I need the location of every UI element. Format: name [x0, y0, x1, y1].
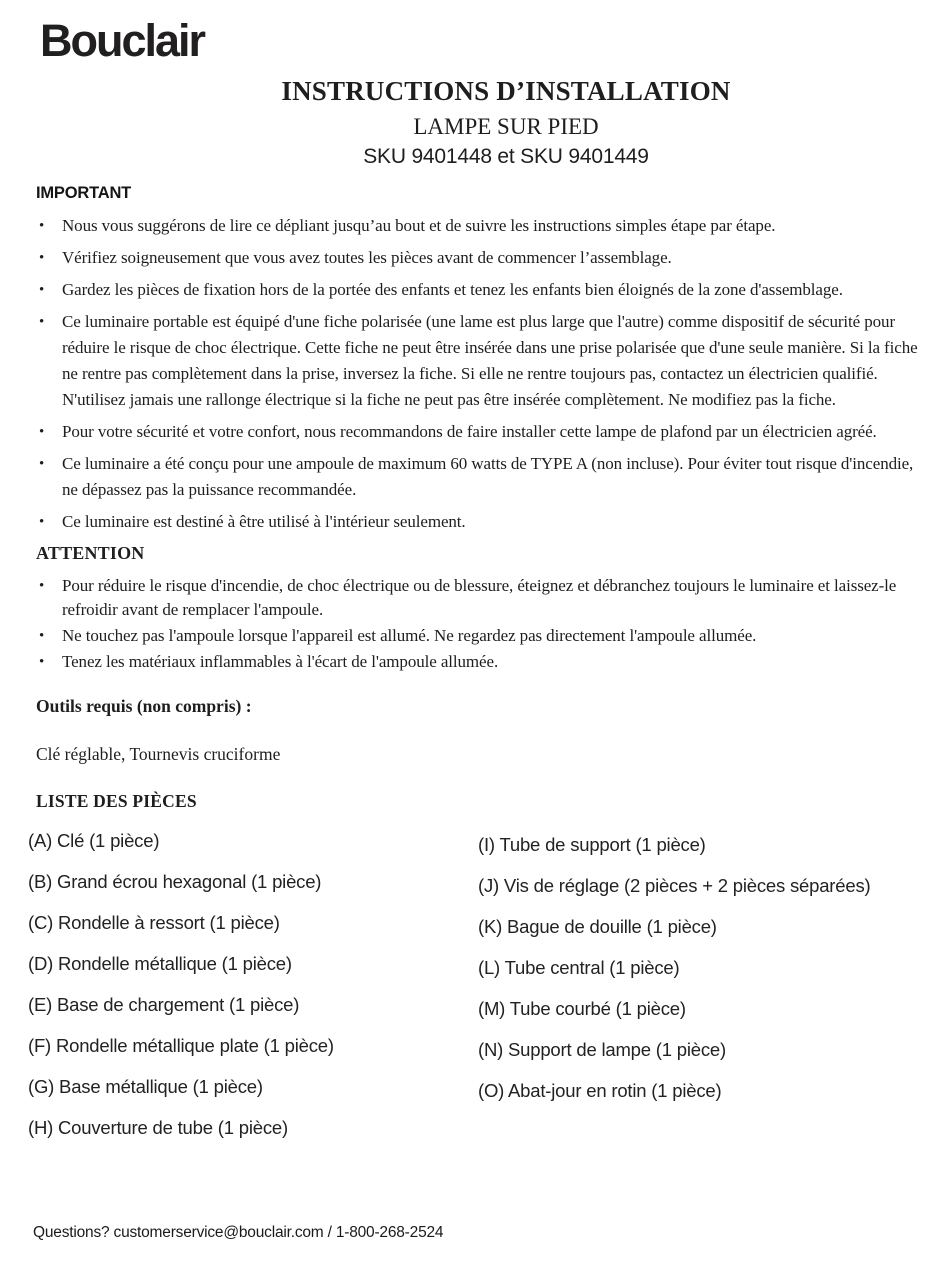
document-title: INSTRUCTIONS D’INSTALLATION	[281, 75, 731, 106]
important-bullet: • Ce luminaire portable est équipé d'une fiche polarisée (une lame est plus large que l'autre) comme dispositif de sécurité pour réduire le risque de choc électrique. Cette fiche ne peut être insérée dans une prise polarisée que d'une seule manière. Si la fiche ne rentre pas complètement dans la prise, inversez la fiche. Si elle ne rentre toujours pas, contactez un électricien qualifié. N'utilisez jamais une rallonge électrique si la fiche ne peut pas être insérée complètement. Ne modifiez pas la fiche.	[36, 309, 922, 413]
part-item: (J) Vis de réglage (2 pièces + 2 pièces séparées)	[478, 875, 871, 897]
document-page	[0, 15, 950, 1241]
important-bullet: • Vérifiez soigneusement que vous avez toutes les pièces avant de commencer l’assemblage.	[36, 245, 922, 271]
part-item: (K) Bague de douille (1 pièce)	[478, 916, 717, 938]
important-heading: IMPORTANT	[36, 184, 132, 203]
attention-bullet-list	[36, 574, 922, 674]
part-item: (F) Rondelle métallique plate (1 pièce)	[28, 1035, 334, 1057]
part-item: (L) Tube central (1 pièce)	[478, 957, 680, 979]
parts-column-right	[478, 829, 870, 1157]
part-item: (C) Rondelle à ressort (1 pièce)	[28, 912, 280, 934]
sku-line: SKU 9401448 et SKU 9401449	[363, 144, 649, 168]
footer-contact: Questions? customerservice@bouclair.com / 1-800-268-2524	[33, 1224, 444, 1241]
important-bullet-list	[36, 213, 922, 535]
parts-column-left	[28, 829, 478, 1157]
parts-heading: LISTE DES PIÈCES	[36, 791, 197, 812]
part-item: (H) Couverture de tube (1 pièce)	[28, 1117, 288, 1139]
important-bullet: • Ce luminaire est destiné à être utilisé à l'intérieur seulement.	[36, 509, 922, 535]
part-item: (A) Clé (1 pièce)	[28, 830, 160, 852]
attention-bullet: • Pour réduire le risque d'incendie, de choc électrique ou de blessure, éteignez et débranchez toujours le luminaire et laissez-le refroidir avant de remplacer l'ampoule.	[36, 574, 922, 622]
document-body	[28, 184, 922, 1157]
important-bullet: • Ce luminaire a été conçu pour une ampoule de maximum 60 watts de TYPE A (non incluse). Pour éviter tout risque d'incendie, ne dépassez pas la puissance recommandée.	[36, 451, 922, 503]
part-item: (M) Tube courbé (1 pièce)	[478, 998, 686, 1020]
part-item: (I) Tube de support (1 pièce)	[478, 834, 706, 856]
attention-bullet: • Ne touchez pas l'ampoule lorsque l'appareil est allumé. Ne regardez pas directement l'ampoule allumée.	[36, 624, 922, 648]
part-item: (G) Base métallique (1 pièce)	[28, 1076, 263, 1098]
parts-list	[28, 829, 922, 1157]
tools-heading: Outils requis (non compris) :	[36, 696, 252, 717]
attention-heading: ATTENTION	[36, 543, 145, 564]
part-item: (O) Abat-jour en rotin (1 pièce)	[478, 1080, 722, 1102]
attention-bullet: • Tenez les matériaux inflammables à l'écart de l'ampoule allumée.	[36, 650, 922, 674]
tools-list: Clé réglable, Tournevis cruciforme	[36, 744, 281, 765]
part-item: (N) Support de lampe (1 pièce)	[478, 1039, 726, 1061]
important-bullet: • Nous vous suggérons de lire ce dépliant jusqu’au bout et de suivre les instructions simples étape par étape.	[36, 213, 922, 239]
important-bullet: • Gardez les pièces de fixation hors de la portée des enfants et tenez les enfants bien éloignés de la zone d'assemblage.	[36, 277, 922, 303]
title-block	[62, 76, 950, 170]
part-item: (B) Grand écrou hexagonal (1 pièce)	[28, 871, 322, 893]
bouclair-logo: Bouclair	[40, 15, 205, 66]
document-subtitle: LAMPE SUR PIED	[413, 113, 599, 139]
part-item: (E) Base de chargement (1 pièce)	[28, 994, 300, 1016]
part-item: (D) Rondelle métallique (1 pièce)	[28, 953, 292, 975]
important-bullet: • Pour votre sécurité et votre confort, nous recommandons de faire installer cette lampe de plafond par un électricien agréé.	[36, 419, 922, 445]
